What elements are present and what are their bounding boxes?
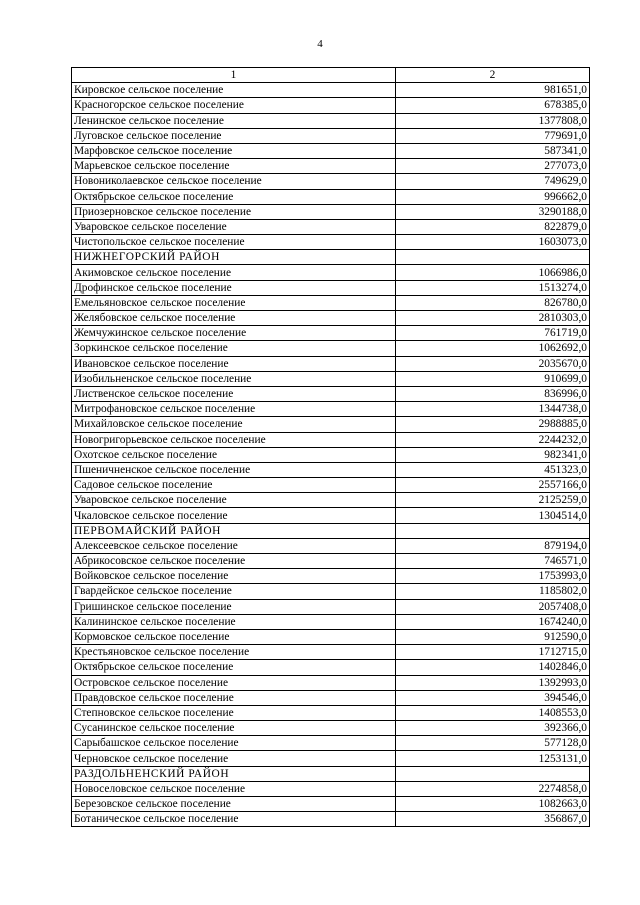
- settlement-name: Октябрьское сельское поселение: [72, 189, 396, 204]
- settlement-name: Марфовское сельское поселение: [72, 143, 396, 158]
- table-row: [72, 736, 590, 751]
- settlement-name: Ленинское сельское поселение: [72, 113, 396, 128]
- table-row: [72, 113, 590, 128]
- settlement-name: Желябовское сельское поселение: [72, 311, 396, 326]
- settlement-name: Чистопольское сельское поселение: [72, 235, 396, 250]
- table-row: [72, 478, 590, 493]
- amount-value: 2810303,0: [396, 311, 590, 326]
- amount-value: 1674240,0: [396, 614, 590, 629]
- table-row: [72, 326, 590, 341]
- table-row: [72, 295, 590, 310]
- table-row: [72, 690, 590, 705]
- table-row: [72, 371, 590, 386]
- table-row: [72, 235, 590, 250]
- settlement-name: Черновское сельское поселение: [72, 751, 396, 766]
- amount-value: 356867,0: [396, 812, 590, 827]
- amount-value: 826780,0: [396, 295, 590, 310]
- amount-value: 392366,0: [396, 721, 590, 736]
- amount-value: 1408553,0: [396, 705, 590, 720]
- table-row: [72, 83, 590, 98]
- amount-value: 2125259,0: [396, 493, 590, 508]
- district-name: РАЗДОЛЬНЕНСКИЙ РАЙОН: [72, 766, 396, 781]
- settlement-name: Уваровское сельское поселение: [72, 219, 396, 234]
- amount-value: 2274858,0: [396, 781, 590, 796]
- settlement-name: Абрикосовское сельское поселение: [72, 554, 396, 569]
- amount-value: [396, 523, 590, 538]
- district-name: ПЕРВОМАЙСКИЙ РАЙОН: [72, 523, 396, 538]
- settlement-name: Изобильненское сельское поселение: [72, 371, 396, 386]
- district-row: [72, 523, 590, 538]
- amount-value: 912590,0: [396, 629, 590, 644]
- settlement-name: Михайловское сельское поселение: [72, 417, 396, 432]
- table-row: [72, 614, 590, 629]
- amount-value: [396, 250, 590, 265]
- table-row: [72, 584, 590, 599]
- settlement-name: Сусанинское сельское поселение: [72, 721, 396, 736]
- amount-value: 678385,0: [396, 98, 590, 113]
- table-row: [72, 143, 590, 158]
- table-row: [72, 599, 590, 614]
- table-row: [72, 462, 590, 477]
- column-header-1: 1: [72, 68, 396, 83]
- table-row: [72, 219, 590, 234]
- settlement-name: Зоркинское сельское поселение: [72, 341, 396, 356]
- amount-value: 1082663,0: [396, 797, 590, 812]
- settlement-name: Марьевское сельское поселение: [72, 159, 396, 174]
- amount-value: 1712715,0: [396, 645, 590, 660]
- amount-value: 996662,0: [396, 189, 590, 204]
- settlement-name: Емельяновское сельское поселение: [72, 295, 396, 310]
- amount-value: 2557166,0: [396, 478, 590, 493]
- settlement-name: Крестьяновское сельское поселение: [72, 645, 396, 660]
- amount-value: 822879,0: [396, 219, 590, 234]
- amount-value: 761719,0: [396, 326, 590, 341]
- table-row: [72, 174, 590, 189]
- table-row: [72, 265, 590, 280]
- table-row: [72, 705, 590, 720]
- settlement-name: Новониколаевское сельское поселение: [72, 174, 396, 189]
- settlement-name: Островское сельское поселение: [72, 675, 396, 690]
- amount-value: 836996,0: [396, 386, 590, 401]
- settlement-name: Дрофинское сельское поселение: [72, 280, 396, 295]
- amount-value: 1062692,0: [396, 341, 590, 356]
- table-row: [72, 660, 590, 675]
- amount-value: 587341,0: [396, 143, 590, 158]
- amount-value: 3290188,0: [396, 204, 590, 219]
- amount-value: 1603073,0: [396, 235, 590, 250]
- settlement-name: Ивановское сельское поселение: [72, 356, 396, 371]
- table-row: [72, 493, 590, 508]
- settlement-name: Березовское сельское поселение: [72, 797, 396, 812]
- amount-value: [396, 766, 590, 781]
- amount-value: 2057408,0: [396, 599, 590, 614]
- amount-value: 277073,0: [396, 159, 590, 174]
- settlement-name: Войковское сельское поселение: [72, 569, 396, 584]
- settlement-name: Митрофановское сельское поселение: [72, 402, 396, 417]
- settlement-name: Садовое сельское поселение: [72, 478, 396, 493]
- settlement-name: Жемчужинское сельское поселение: [72, 326, 396, 341]
- table-row: [72, 402, 590, 417]
- amount-value: 1185802,0: [396, 584, 590, 599]
- settlement-name: Красногорское сельское поселение: [72, 98, 396, 113]
- settlement-name: Новоселовское сельское поселение: [72, 781, 396, 796]
- settlement-name: Гришинское сельское поселение: [72, 599, 396, 614]
- settlement-name: Алексеевское сельское поселение: [72, 538, 396, 553]
- table-row: [72, 159, 590, 174]
- amount-value: 879194,0: [396, 538, 590, 553]
- settlement-name: Охотское сельское поселение: [72, 447, 396, 462]
- settlement-name: Акимовское сельское поселение: [72, 265, 396, 280]
- settlement-name: Степновское сельское поселение: [72, 705, 396, 720]
- district-name: НИЖНЕГОРСКИЙ РАЙОН: [72, 250, 396, 265]
- table-row: [72, 386, 590, 401]
- amount-value: 2244232,0: [396, 432, 590, 447]
- settlement-name: Калининское сельское поселение: [72, 614, 396, 629]
- district-row: [72, 766, 590, 781]
- amount-value: 1344738,0: [396, 402, 590, 417]
- table-header-row: [72, 68, 590, 83]
- amount-value: 749629,0: [396, 174, 590, 189]
- amount-value: 982341,0: [396, 447, 590, 462]
- table-row: [72, 569, 590, 584]
- table-row: [72, 356, 590, 371]
- amount-value: 2035670,0: [396, 356, 590, 371]
- table-row: [72, 341, 590, 356]
- amount-value: 746571,0: [396, 554, 590, 569]
- table-row: [72, 797, 590, 812]
- amount-value: 981651,0: [396, 83, 590, 98]
- table-row: [72, 189, 590, 204]
- table-row: [72, 554, 590, 569]
- table-row: [72, 311, 590, 326]
- page-number: 4: [317, 38, 323, 50]
- table-row: [72, 629, 590, 644]
- table-row: [72, 508, 590, 523]
- amount-value: 1066986,0: [396, 265, 590, 280]
- table-row: [72, 98, 590, 113]
- amount-value: 910699,0: [396, 371, 590, 386]
- column-header-2: 2: [396, 68, 590, 83]
- table-row: [72, 128, 590, 143]
- budget-table: [71, 67, 590, 827]
- table-row: [72, 751, 590, 766]
- settlement-name: Лиственское сельское поселение: [72, 386, 396, 401]
- table-row: [72, 280, 590, 295]
- amount-value: 1304514,0: [396, 508, 590, 523]
- settlement-name: Ботаническое сельское поселение: [72, 812, 396, 827]
- table-row: [72, 538, 590, 553]
- settlement-name: Кормовское сельское поселение: [72, 629, 396, 644]
- amount-value: 779691,0: [396, 128, 590, 143]
- amount-value: 1513274,0: [396, 280, 590, 295]
- table-row: [72, 721, 590, 736]
- settlement-name: Пшеничненское сельское поселение: [72, 462, 396, 477]
- table-body: [72, 83, 590, 827]
- district-row: [72, 250, 590, 265]
- table-row: [72, 447, 590, 462]
- settlement-name: Приозерновское сельское поселение: [72, 204, 396, 219]
- settlement-name: Новогригорьевское сельское поселение: [72, 432, 396, 447]
- settlement-name: Сарыбашское сельское поселение: [72, 736, 396, 751]
- table-row: [72, 645, 590, 660]
- settlement-name: Октябрьское сельское поселение: [72, 660, 396, 675]
- amount-value: 451323,0: [396, 462, 590, 477]
- settlement-name: Чкаловское сельское поселение: [72, 508, 396, 523]
- amount-value: 2988885,0: [396, 417, 590, 432]
- table-row: [72, 204, 590, 219]
- amount-value: 577128,0: [396, 736, 590, 751]
- amount-value: 1377808,0: [396, 113, 590, 128]
- settlement-name: Гвардейское сельское поселение: [72, 584, 396, 599]
- settlement-name: Уваровское сельское поселение: [72, 493, 396, 508]
- table-row: [72, 781, 590, 796]
- settlement-name: Правдовское сельское поселение: [72, 690, 396, 705]
- amount-value: 1402846,0: [396, 660, 590, 675]
- settlement-name: Кировское сельское поселение: [72, 83, 396, 98]
- amount-value: 1753993,0: [396, 569, 590, 584]
- amount-value: 1253131,0: [396, 751, 590, 766]
- settlement-name: Луговское сельское поселение: [72, 128, 396, 143]
- amount-value: 394546,0: [396, 690, 590, 705]
- table-row: [72, 675, 590, 690]
- table-row: [72, 812, 590, 827]
- amount-value: 1392993,0: [396, 675, 590, 690]
- table-row: [72, 417, 590, 432]
- table-row: [72, 432, 590, 447]
